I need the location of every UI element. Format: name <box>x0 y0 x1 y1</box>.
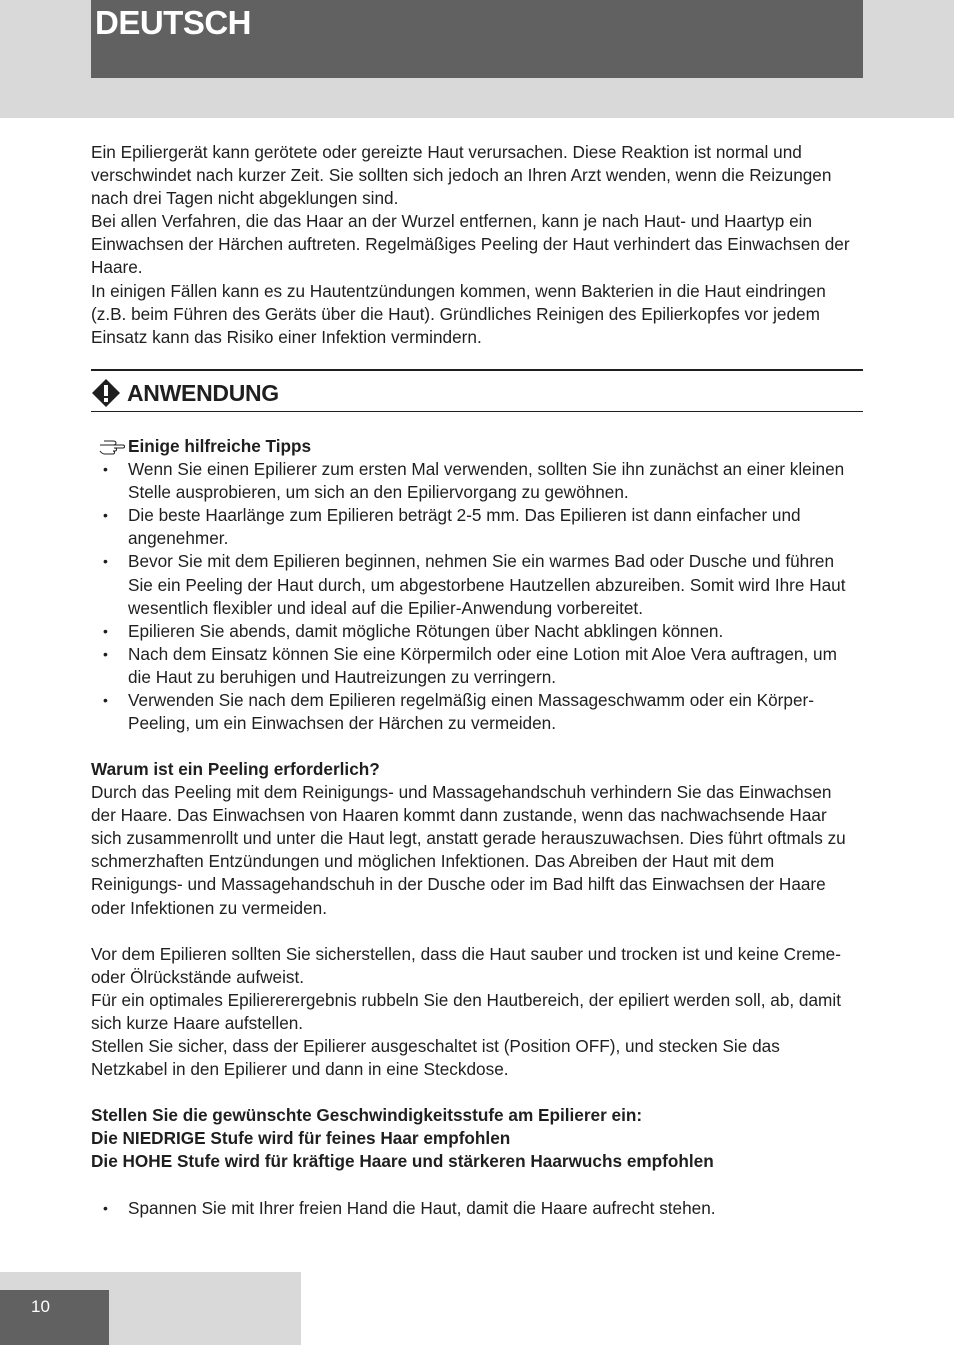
list-item: • Wenn Sie einen Epilierer zum ersten Mal verwenden, sollten Sie ihn zunächst an einer kleinen Stelle ausprobieren, um sich an den Epiliervorgang zu gewöhnen. <box>91 458 851 504</box>
final-tips-list <box>91 1197 851 1220</box>
list-item: • Nach dem Einsatz können Sie eine Körpermilch oder eine Lotion mit Aloe Vera auftragen, um die Haut zu beruhigen und Hautreizungen zu verringern. <box>91 643 851 689</box>
list-item: • Bevor Sie mit dem Epilieren beginnen, nehmen Sie ein warmes Bad oder Dusche und führen Sie ein Peeling der Haut durch, um abgestorbene Hautzellen abzureiben. Somit wird Ihre Haut wesentlich flexibler und ideal auf die Epilier-Anwendung vorbereitet. <box>91 550 851 619</box>
preparation-block <box>91 943 851 1082</box>
warning-diamond-icon <box>91 378 121 408</box>
speed-line: Die NIEDRIGE Stufe wird für feines Haar empfohlen <box>91 1128 511 1149</box>
pointing-hand-icon <box>99 439 125 455</box>
speed-line: Stellen Sie die gewünschte Geschwindigkeitsstufe am Epilierer ein: <box>91 1105 643 1125</box>
preparation-paragraph: Vor dem Epilieren sollten Sie sicherstellen, dass die Haut sauber und trocken ist und keine Creme- oder Ölrückstände aufweist. <box>91 944 841 988</box>
speed-block <box>91 1104 851 1173</box>
section-heading <box>91 376 279 410</box>
tips-heading-row <box>91 435 851 458</box>
language-title: DEUTSCH <box>95 4 252 41</box>
header-band <box>0 0 954 118</box>
tips-list <box>91 458 851 735</box>
preparation-paragraph: Stellen Sie sicher, dass der Epilierer ausgeschaltet ist (Position OFF), und stecken Sie das Netzkabel in den Epilierer und dann in eine Steckdose. <box>91 1036 780 1080</box>
preparation-paragraph: Für ein optimales Epiliererergebnis rubbeln Sie den Hautbereich, der epiliert werden soll, ab, damit sich kurze Haare aufstellen. <box>91 990 841 1034</box>
tips-heading: Einige hilfreiche Tipps <box>128 436 312 456</box>
page-number-box <box>0 1290 109 1345</box>
peeling-block <box>91 758 851 920</box>
intro-text <box>91 141 851 349</box>
peeling-heading: Warum ist ein Peeling erforderlich? <box>91 759 380 779</box>
section-divider-bottom <box>91 411 863 412</box>
final-tips-block <box>91 1197 851 1220</box>
intro-paragraph: Bei allen Verfahren, die das Haar an der Wurzel entfernen, kann je nach Haut- und Haartyp ein Einwachsen der Härchen auftreten. Regelmäßiges Peeling der Haut verhindert das Einwachsen der Haare. <box>91 211 850 278</box>
list-item: • Verwenden Sie nach dem Epilieren regelmäßig einen Massageschwamm oder ein Körper-Peeling, um ein Einwachsen der Härchen zu vermeiden. <box>91 689 851 735</box>
page-number: 10 <box>31 1297 50 1316</box>
list-item: • Epilieren Sie abends, damit mögliche Rötungen über Nacht abklingen können. <box>91 620 851 643</box>
section-title: ANWENDUNG <box>127 379 279 406</box>
section-divider-top <box>91 369 863 371</box>
list-item: • Die beste Haarlänge zum Epilieren beträgt 2-5 mm. Das Epilieren ist dann einfacher und angenehmer. <box>91 504 851 550</box>
tips-block <box>91 435 851 735</box>
peeling-text: Durch das Peeling mit dem Reinigungs- und Massagehandschuh verhindern Sie das Einwachsen der Haare. Das Einwachsen von Haaren kommt dann zustande, wenn das nachwachsende Haar sich zusammenrollt und unter die Haut legt, anstatt gerade herauszuwachsen. Dies führt oftmals zu schmerzhaften Entzündungen und möglichen Infektionen. Das Abreiben der Haut mit dem Reinigungs- und Massagehandschuh in der Dusche oder im Bad hilft das Einwachsen der Haare oder Infektionen zu vermeiden. <box>91 782 846 918</box>
list-item: • Spannen Sie mit Ihrer freien Hand die Haut, damit die Haare aufrecht stehen. <box>91 1197 851 1220</box>
intro-paragraph: In einigen Fällen kann es zu Hautentzündungen kommen, wenn Bakterien in die Haut eindringen (z.B. beim Führen des Geräts über die Haut). Gründliches Reinigen des Epilierkopfes vor jedem Einsatz kann das Risiko einer Infektion vermindern. <box>91 280 826 347</box>
speed-line: Die HOHE Stufe wird für kräftige Haare und stärkeren Haarwuchs empfohlen <box>91 1151 714 1172</box>
language-title-bar <box>91 0 863 78</box>
intro-paragraph: Ein Epiliergerät kann gerötete oder gereizte Haut verursachen. Diese Reaktion ist normal und verschwindet nach kurzer Zeit. Sie sollten sich jedoch an Ihren Arzt wenden, wenn die Reizungen nach drei Tagen nicht abgeklungen sind. <box>91 142 832 209</box>
